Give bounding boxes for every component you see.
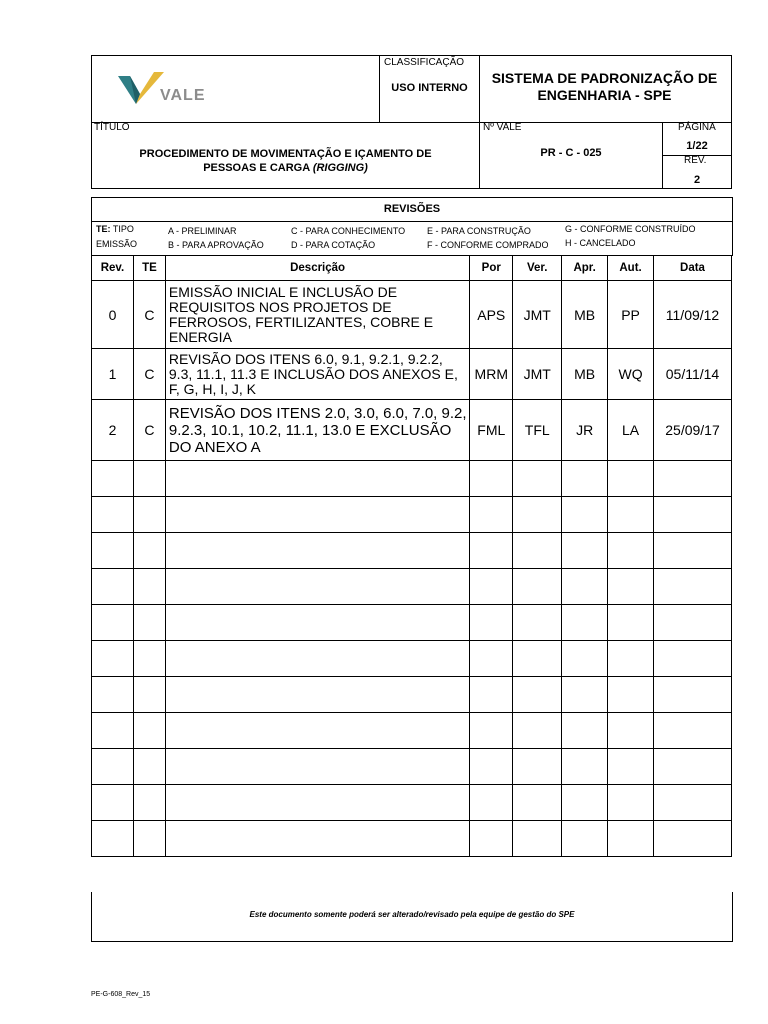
cell-ver: JMT	[513, 349, 562, 400]
cell-data: 11/09/12	[654, 281, 732, 349]
document-title-rigging: (RIGGING)	[312, 162, 368, 174]
cell-te: C	[133, 349, 165, 400]
page-label: PÁGINA	[678, 122, 716, 133]
table-row	[92, 281, 732, 349]
cell-apr: MB	[562, 281, 608, 349]
table-row	[92, 349, 732, 400]
legend-item: G - CONFORME CONSTRUÍDO	[565, 224, 696, 234]
cell-por: APS	[470, 281, 513, 349]
legend-item: F - CONFORME COMPRADO	[427, 240, 549, 250]
cell-por: FML	[470, 400, 513, 461]
revisions-legend	[91, 221, 733, 256]
cell-aut: PP	[608, 281, 654, 349]
cell-data: 25/09/17	[654, 400, 732, 461]
empty-row	[92, 677, 732, 713]
cell-por: MRM	[470, 349, 513, 400]
col-header-aut: Aut.	[608, 256, 654, 281]
col-header-data: Data	[654, 256, 732, 281]
cell-descricao: REVISÃO DOS ITENS 6.0, 9.1, 9.2.1, 9.2.2, 9.3, 11.1, 11.3 E INCLUSÃO DOS ANEXOS E, F, G, H, I, J, K	[165, 349, 469, 400]
document-title-line1: PROCEDIMENTO DE MOVIMENTAÇÃO E IÇAMENTO DE	[139, 148, 432, 160]
empty-row	[92, 533, 732, 569]
cell-te: C	[133, 281, 165, 349]
legend-emissao: EMISSÃO	[96, 239, 138, 249]
title-label: TÍTULO	[94, 122, 130, 133]
empty-row	[92, 605, 732, 641]
cell-descricao: REVISÃO DOS ITENS 2.0, 3.0, 6.0, 7.0, 9.2, 9.2.3, 10.1, 10.2, 11.1, 13.0 E EXCLUSÃO DO ANEXO A	[165, 400, 469, 461]
classification-value: USO INTERNO	[391, 82, 468, 94]
empty-row	[92, 641, 732, 677]
empty-row	[92, 497, 732, 533]
revisions-table	[91, 255, 732, 857]
vale-logo	[116, 70, 236, 110]
footer-note-box	[91, 892, 733, 942]
cell-aut: LA	[608, 400, 654, 461]
table-header-row	[92, 256, 732, 281]
legend-te-label: TE: TIPO	[96, 224, 134, 234]
legend-item: B - PARA APROVAÇÃO	[168, 240, 264, 250]
cell-ver: TFL	[513, 400, 562, 461]
form-code: PE-G-608_Rev_15	[91, 991, 151, 998]
page-value: 1/22	[686, 140, 708, 152]
cell-descricao: EMISSÃO INICIAL E INCLUSÃO DE REQUISITOS NOS PROJETOS DE FERROSOS, FERTILIZANTES, COBRE E ENERGIA	[165, 281, 469, 349]
rev-value: 2	[693, 174, 701, 186]
col-header-te: TE	[133, 256, 165, 281]
system-title: SISTEMA DE PADRONIZAÇÃO DE ENGENHARIA - SPE	[491, 70, 718, 103]
document-header	[91, 55, 732, 189]
cell-ver: JMT	[513, 281, 562, 349]
cell-apr: JR	[562, 400, 608, 461]
footer-note: Este documento somente poderá ser alterado/revisado pela equipe de gestão do SPE	[249, 910, 575, 919]
legend-item: D - PARA COTAÇÃO	[291, 240, 376, 250]
table-row	[92, 400, 732, 461]
cell-rev: 0	[92, 281, 134, 349]
nvale-label: Nº VALE	[483, 122, 522, 133]
cell-rev: 2	[92, 400, 134, 461]
cell-rev: 1	[92, 349, 134, 400]
cell-te: C	[133, 400, 165, 461]
col-header-apr: Apr.	[562, 256, 608, 281]
legend-item: A - PRELIMINAR	[168, 226, 237, 236]
document-title	[92, 147, 479, 175]
revisions-title-box	[91, 197, 733, 222]
rev-label: REV.	[684, 155, 707, 166]
empty-row	[92, 821, 732, 857]
classification-label: CLASSIFICAÇÃO	[384, 57, 465, 68]
empty-row	[92, 713, 732, 749]
empty-row	[92, 785, 732, 821]
col-header-descricao: Descrição	[165, 256, 469, 281]
cell-aut: WQ	[608, 349, 654, 400]
legend-item: C - PARA CONHECIMENTO	[291, 226, 406, 236]
revisions-title: REVISÕES	[383, 203, 441, 215]
col-header-por: Por	[470, 256, 513, 281]
legend-item: H - CANCELADO	[565, 238, 636, 248]
nvale-value: PR - C - 025	[540, 147, 602, 159]
legend-item: E - PARA CONSTRUÇÃO	[427, 226, 531, 236]
empty-row	[92, 461, 732, 497]
document-title-line2: PESSOAS E CARGA (RIGGING)	[203, 162, 368, 174]
col-header-rev: Rev.	[92, 256, 134, 281]
empty-row	[92, 569, 732, 605]
cell-data: 05/11/14	[654, 349, 732, 400]
vale-logo-text: VALE	[160, 87, 206, 104]
cell-apr: MB	[562, 349, 608, 400]
empty-row	[92, 749, 732, 785]
col-header-ver: Ver.	[513, 256, 562, 281]
